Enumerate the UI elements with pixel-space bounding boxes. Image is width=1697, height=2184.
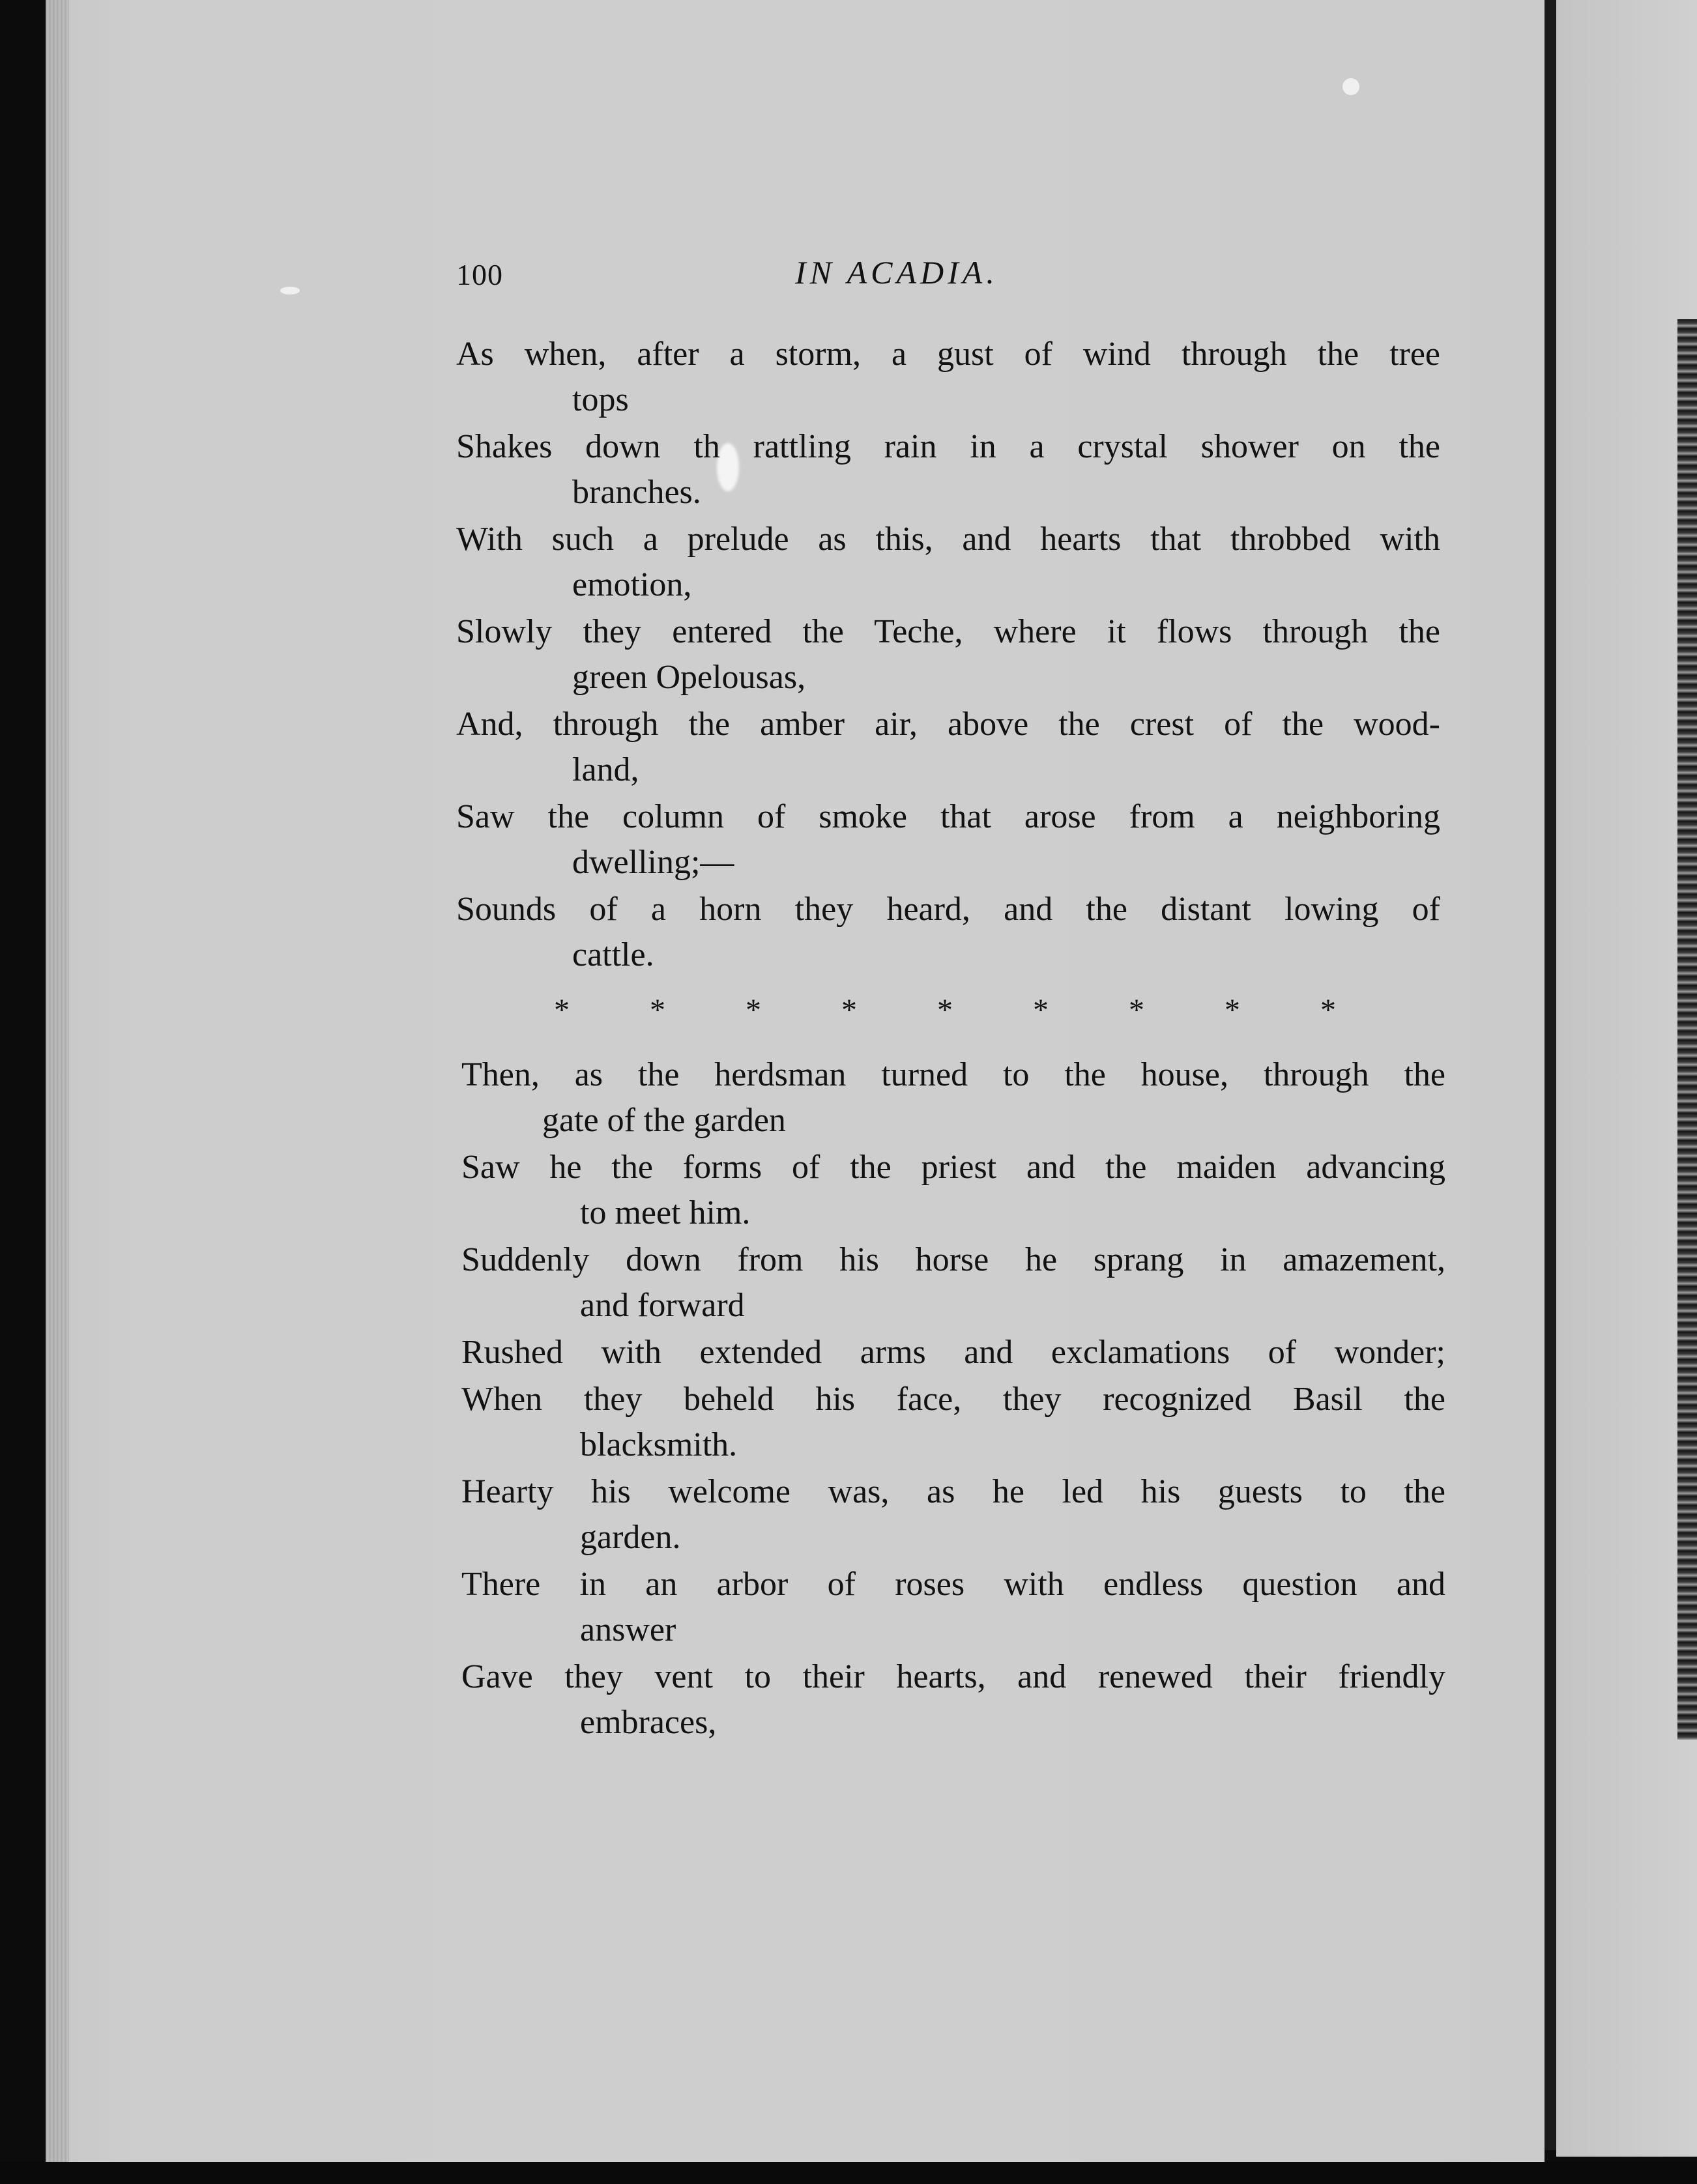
- verse-turnover: answer: [580, 1611, 676, 1648]
- verse-line: [461, 1052, 1460, 1143]
- asterisk: *: [650, 993, 665, 1027]
- verse-line: [456, 887, 1460, 978]
- asterisk: *: [746, 993, 761, 1027]
- verse-turnover: blacksmith.: [580, 1426, 738, 1463]
- verse-line: [461, 1377, 1460, 1468]
- verse-turnover: emotion,: [572, 566, 692, 603]
- verse-turnover: to meet him.: [580, 1194, 751, 1231]
- facing-page-binding: [1677, 319, 1697, 1740]
- verse-line: [456, 609, 1460, 700]
- verse-turnover: green Opelousas,: [572, 659, 806, 696]
- verse-first-line: When they beheld his face, they recognized Basil the: [461, 1381, 1445, 1418]
- verse-first-line: With such a prelude as this, and hearts that throbbed with: [456, 521, 1440, 558]
- asterisk: *: [554, 993, 570, 1027]
- asterisk: *: [1033, 993, 1049, 1027]
- page-text: [456, 254, 1460, 1747]
- verse-line: [456, 517, 1460, 608]
- asterisk: *: [1129, 993, 1144, 1027]
- verse-first-line: Suddenly down from his horse he sprang in amazement,: [461, 1241, 1445, 1278]
- section-break-asterisks: [554, 991, 1336, 1030]
- verse-first-line: Gave they vent to their hearts, and renewed their friendly: [461, 1658, 1445, 1695]
- page-number: 100: [456, 258, 503, 291]
- scan-bottom-border: [0, 2162, 1697, 2184]
- verse-turnover: dwelling;—: [572, 844, 734, 881]
- verse-line: [456, 332, 1460, 423]
- verse-first-line: And, through the amber air, above the crest of the wood-: [456, 706, 1440, 743]
- verse-first-line: Slowly they entered the Teche, where it flows through the: [456, 613, 1440, 650]
- verse-turnover: embraces,: [580, 1704, 717, 1741]
- stanza-two: [461, 1052, 1460, 1746]
- verse-turnover: gate of the garden: [542, 1102, 786, 1139]
- running-head: [456, 254, 1460, 303]
- asterisk: *: [1320, 993, 1336, 1027]
- page-left-edge: [46, 0, 69, 2162]
- verse-line: [461, 1330, 1460, 1375]
- verse-line: [461, 1469, 1460, 1560]
- verse-line: [461, 1654, 1460, 1746]
- paper-speck: [1342, 78, 1359, 95]
- verse-turnover: garden.: [580, 1519, 681, 1556]
- verse-turnover: land,: [572, 751, 639, 788]
- verse-line: [456, 702, 1460, 793]
- verse-first-line: Saw he the forms of the priest and the maiden advancing: [461, 1149, 1445, 1186]
- verse-first-line: Saw the column of smoke that arose from a neighboring: [456, 798, 1440, 835]
- verse-first-line: Hearty his welcome was, as he led his guests to the: [461, 1473, 1445, 1510]
- verse-first-line: Sounds of a horn they heard, and the distant lowing of: [456, 891, 1440, 928]
- verse-line: [461, 1237, 1460, 1329]
- verse-first-line: Rushed with extended arms and exclamations of wonder;: [461, 1334, 1445, 1371]
- verse-first-line: Shakes down th rattling rain in a crystal shower on the: [456, 428, 1440, 465]
- asterisk: *: [937, 993, 953, 1027]
- verse-first-line: Then, as the herdsman turned to the house, through the: [461, 1056, 1445, 1093]
- paper-speck: [280, 287, 300, 295]
- verse-first-line: As when, after a storm, a gust of wind through the tree: [456, 336, 1440, 373]
- asterisk: *: [841, 993, 857, 1027]
- verse-first-line: There in an arbor of roses with endless question and: [461, 1566, 1445, 1603]
- verse-turnover: and forward: [580, 1287, 745, 1324]
- verse-line: [456, 424, 1460, 515]
- verse-line: [461, 1145, 1460, 1236]
- running-title: IN ACADIA.: [795, 254, 998, 291]
- asterisk: *: [1225, 993, 1240, 1027]
- verse-turnover: tops: [572, 381, 629, 418]
- book-gutter: [1545, 0, 1556, 2150]
- verse-line: [461, 1562, 1460, 1653]
- facing-page-edge: [1556, 0, 1697, 2157]
- verse-line: [456, 794, 1460, 885]
- stanza-one: [456, 332, 1460, 978]
- verse-turnover: branches.: [572, 474, 701, 511]
- verse-turnover: cattle.: [572, 936, 654, 973]
